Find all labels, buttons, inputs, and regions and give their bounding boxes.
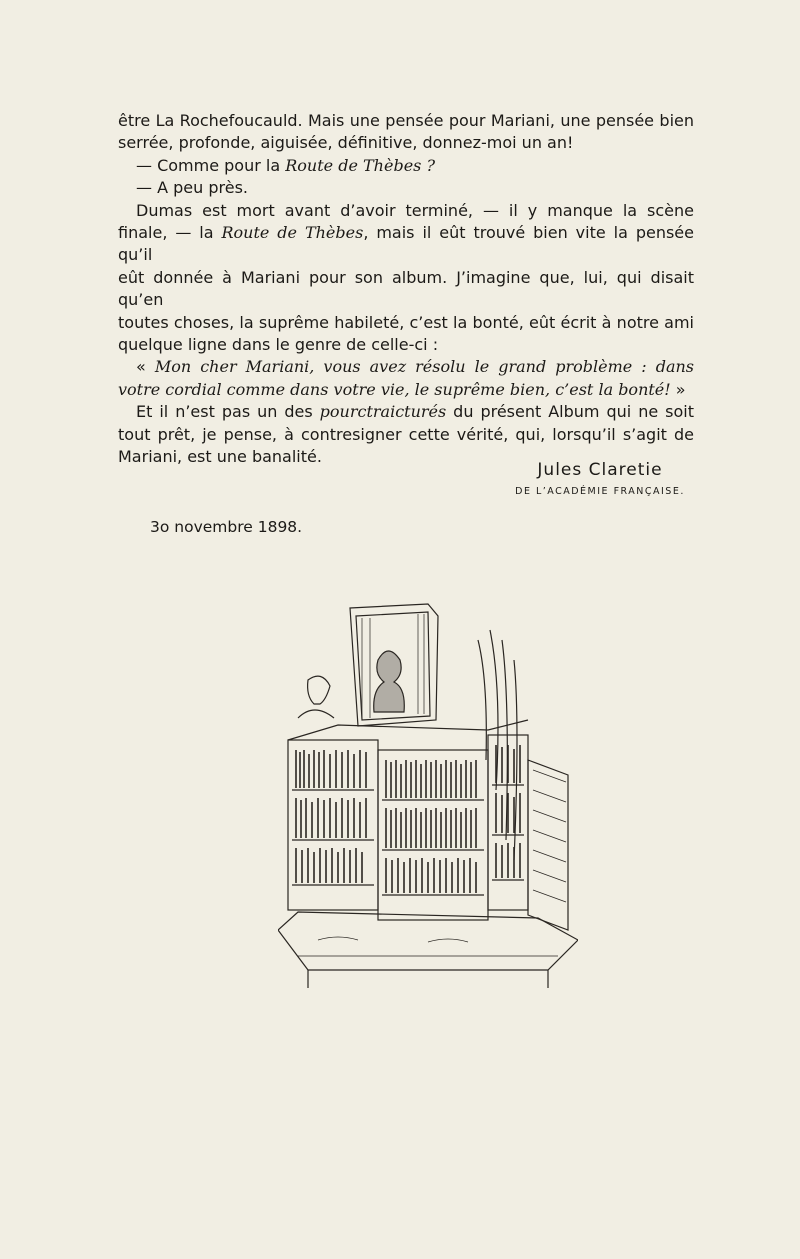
quote bbox=[118, 356, 694, 401]
text-line bbox=[118, 401, 694, 423]
bookcase-illustration bbox=[278, 600, 578, 990]
text-segment: du présent Album qui ne soit bbox=[446, 402, 694, 422]
quote-text: Mon cher Mariani, vous avez résolu le grand problème : dans bbox=[154, 357, 695, 377]
text-line: Mariani, est une banalité. bbox=[118, 447, 322, 467]
dialogue-2 bbox=[118, 177, 694, 199]
work-title: Route de Thèbes ? bbox=[285, 155, 436, 175]
text-segment: finale, — la bbox=[118, 223, 222, 243]
text-line: Dumas est mort avant d’avoir terminé, — il y manque la scène bbox=[136, 200, 694, 220]
body-text bbox=[118, 110, 694, 469]
text-line: quelque ligne dans le genre de celle-ci : bbox=[118, 335, 439, 355]
quote-mark: « bbox=[136, 357, 155, 377]
text-line bbox=[118, 155, 694, 177]
quote-text: votre cordial comme dans votre vie, le suprême bien, c’est la bonté! bbox=[118, 379, 671, 399]
paragraph-2 bbox=[118, 200, 694, 357]
text-line: toutes choses, la suprême habileté, c’est la bonté, eût écrit à notre ami bbox=[118, 312, 694, 332]
text-line bbox=[118, 379, 694, 401]
signature-name: Jules Claretie bbox=[537, 460, 663, 480]
text-segment: , mais il eût trouvé bien vite la pensée qu’il bbox=[118, 223, 694, 265]
signature bbox=[500, 460, 700, 497]
paragraph-3 bbox=[118, 401, 694, 468]
text-line: être La Rochefoucauld. Mais une pensée pour Mariani, une pensée bien bbox=[118, 111, 694, 130]
text-line bbox=[118, 356, 694, 378]
text-segment: Et il n’est pas un des bbox=[136, 402, 320, 422]
text-line: tout prêt, je pense, à contresigner cette vérité, qui, lorsqu’il s’agit de bbox=[118, 424, 694, 444]
text-line: — A peu près. bbox=[136, 178, 248, 198]
text-line: serrée, profonde, aiguisée, définitive, donnez-moi un an! bbox=[118, 133, 574, 153]
text-segment: — Comme pour la bbox=[136, 155, 286, 175]
emphasis: pourctraicturés bbox=[319, 402, 447, 422]
dialogue-1 bbox=[118, 155, 694, 177]
paragraph-1 bbox=[118, 110, 694, 155]
text-line bbox=[118, 222, 694, 267]
quote-mark: » bbox=[670, 379, 686, 399]
text-line: eût donnée à Mariani pour son album. J’imagine que, lui, qui disait qu’en bbox=[118, 267, 694, 310]
letter-date: 3o novembre 1898. bbox=[150, 518, 303, 536]
signature-title: DE L’ACADÉMIE FRANÇAISE. bbox=[515, 486, 685, 497]
work-title: Route de Thèbes bbox=[221, 223, 364, 243]
